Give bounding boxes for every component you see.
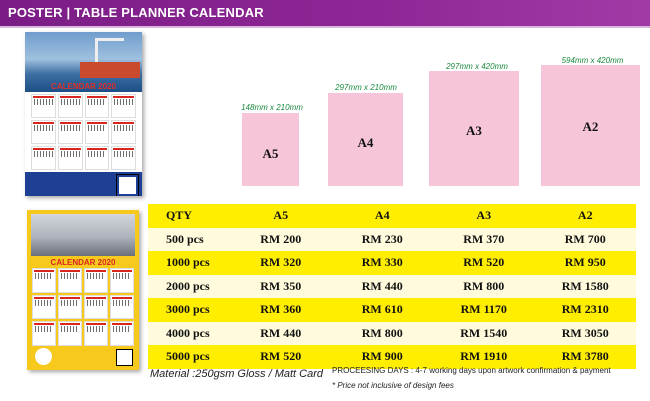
- table-header-row: [148, 204, 636, 228]
- price-cell: RM 1910: [460, 349, 508, 364]
- month-block: [110, 321, 134, 346]
- price-cell: RM 3780: [561, 349, 609, 364]
- ship-shape: [80, 62, 140, 78]
- month-block: [58, 146, 83, 170]
- month-block: [32, 268, 56, 293]
- price-cell: RM 350: [260, 278, 302, 293]
- table-row: [148, 345, 636, 369]
- page-title: POSTER | TABLE PLANNER CALENDAR: [8, 5, 264, 20]
- month-block: [111, 120, 136, 144]
- size-a3-box: [429, 71, 519, 186]
- price-cell: RM 360: [260, 302, 302, 317]
- month-block: [84, 295, 108, 320]
- qty-cell: 5000 pcs: [166, 349, 210, 364]
- size-a3-dimension: 297mm x 420mm: [446, 62, 508, 71]
- table-row: [148, 322, 636, 346]
- price-cell: RM 800: [361, 325, 403, 340]
- size-a2-dimension: 594mm x 420mm: [561, 56, 624, 65]
- qty-cell: 500 pcs: [166, 231, 204, 246]
- table-row: [148, 228, 636, 252]
- size-a2-box: [541, 65, 640, 186]
- month-block: [32, 295, 56, 320]
- month-block: [111, 146, 136, 170]
- price-cell: RM 230: [361, 231, 403, 246]
- price-cell: RM 700: [564, 231, 606, 246]
- price-cell: RM 610: [361, 302, 403, 317]
- price-cell: RM 370: [463, 231, 505, 246]
- size-a3-label: A3: [466, 122, 482, 138]
- header-a5: A5: [273, 208, 289, 223]
- month-block: [31, 120, 56, 144]
- price-cell: RM 520: [260, 349, 302, 364]
- month-block: [84, 321, 108, 346]
- price-cell: RM 1580: [561, 278, 609, 293]
- month-block: [85, 120, 110, 144]
- poster-calendar-sample: [25, 32, 142, 196]
- qr-code-icon: [117, 350, 132, 365]
- table-row: [148, 298, 636, 322]
- qr-code-icon: [117, 175, 138, 196]
- size-a5-dimension: 148mm x 210mm: [241, 103, 303, 112]
- month-block: [58, 94, 83, 118]
- price-cell: RM 440: [260, 325, 302, 340]
- qty-cell: 1000 pcs: [166, 255, 210, 270]
- size-a4-dimension: 297mm x 210mm: [335, 83, 397, 92]
- price-cell: RM 950: [564, 255, 606, 270]
- price-cell: RM 800: [463, 278, 505, 293]
- price-table: [148, 204, 636, 369]
- month-block: [84, 268, 108, 293]
- price-cell: RM 320: [260, 255, 302, 270]
- size-a5-label: A5: [262, 145, 279, 161]
- price-cell: RM 2310: [561, 302, 609, 317]
- month-block: [58, 295, 82, 320]
- table-calendar-month-grid: [32, 268, 134, 346]
- processing-days-note: PROCEESING DAYS : 4-7 working days upon artwork confirmation & payment: [332, 366, 611, 375]
- month-block: [58, 268, 82, 293]
- month-block: [32, 321, 56, 346]
- month-block: [85, 94, 110, 118]
- header-a3: A3: [476, 208, 492, 223]
- header-bar: [0, 0, 650, 26]
- month-block: [31, 146, 56, 170]
- month-block: [58, 120, 83, 144]
- table-calendar-photo: [31, 214, 135, 256]
- qty-cell: 2000 pcs: [166, 278, 210, 293]
- month-block: [85, 146, 110, 170]
- month-block: [110, 268, 134, 293]
- header-a2: A2: [577, 208, 593, 223]
- price-cell: RM 440: [361, 278, 403, 293]
- qty-cell: 4000 pcs: [166, 325, 210, 340]
- price-cell: RM 3050: [561, 325, 609, 340]
- logo-circle: [35, 348, 52, 365]
- qty-cell: 3000 pcs: [166, 302, 210, 317]
- header-divider: [0, 26, 650, 28]
- month-block: [111, 94, 136, 118]
- size-a4-box: [328, 93, 403, 186]
- size-a5-box: [242, 113, 299, 186]
- poster-title: CALENDAR 2020: [51, 82, 116, 91]
- month-block: [58, 321, 82, 346]
- price-cell: RM 200: [260, 231, 302, 246]
- size-a2-label: A2: [582, 119, 599, 135]
- month-block: [110, 295, 134, 320]
- material-note: Material :250gsm Gloss / Matt Card: [150, 368, 324, 380]
- design-fee-note: * Price not inclusive of design fees: [332, 381, 454, 390]
- month-block: [31, 94, 56, 118]
- table-row: [148, 251, 636, 275]
- header-a4: A4: [374, 208, 390, 223]
- table-calendar-sample: [27, 210, 139, 370]
- price-cell: RM 330: [361, 255, 403, 270]
- price-cell: RM 900: [361, 349, 403, 364]
- price-cell: RM 1540: [460, 325, 508, 340]
- table-row: [148, 275, 636, 299]
- poster-month-grid: [31, 94, 136, 170]
- size-a4-label: A4: [357, 134, 374, 150]
- price-cell: RM 1170: [460, 302, 507, 317]
- table-calendar-title: CALENDAR 2020: [50, 258, 116, 267]
- price-cell: RM 520: [463, 255, 505, 270]
- header-qty: QTY: [166, 208, 193, 223]
